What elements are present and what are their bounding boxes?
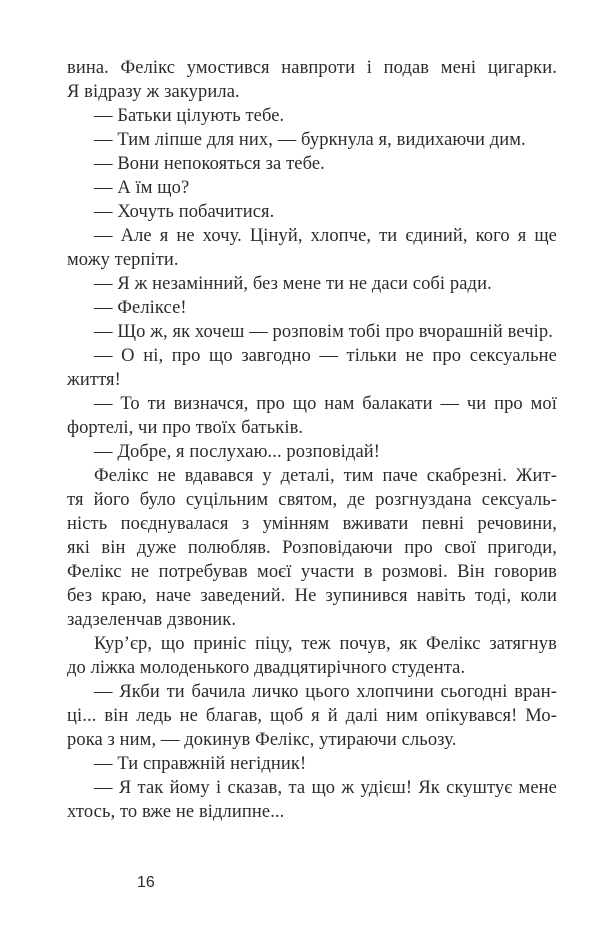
text-line: вина. Фелікс умостився навпроти і подав мені цигарки. [67,58,557,78]
text-line: задзеленчав дзвоник. [67,610,237,630]
text-line: Я відразу ж закурила. [67,82,240,102]
text-line: — О ні, про що завгодно — тільки не про сексуальне [94,346,557,366]
text-line: — Феліксе! [94,298,187,318]
text-line: — Якби ти бачила личко цього хлопчини сьогодні вран- [94,682,557,702]
text-line: — Я так йому і сказав, та що ж удієш! Як скуштує мене [94,778,557,798]
text-line: до ліжка молоденького двадцятирічного студента. [67,658,466,678]
text-line: життя! [67,370,121,390]
text-line: — Хочуть побачитися. [94,202,275,222]
text-line: можу терпіти. [67,250,179,270]
text-line: Фелікс не вдавався у деталі, тим паче скабрезні. Жит- [94,466,557,486]
text-line: ці... він ледь не благав, щоб я й далі ним опікувався! Мо- [67,706,557,726]
text-line: — А їм що? [94,178,190,198]
text-line: — То ти визначся, про що нам балакати — чи про мої [94,394,557,414]
text-line: без краю, наче заведений. Не зупинився навіть тоді, коли [67,586,557,606]
text-line: — Але я не хочу. Цінуй, хлопче, ти єдиний, кого я ще [94,226,557,246]
text-line: тя його було суцільним святом, де розгнуздана сексуаль- [67,490,557,510]
text-line: рока з ним, — докинув Фелікс, утираючи сльозу. [67,730,457,750]
text-line: — Тим ліпше для них, — буркнула я, видихаючи дим. [94,130,526,150]
text-line: Фелікс не потребував моєї участи в розмові. Він говорив [67,562,557,582]
text-line: — Добре, я послухаю... розповідай! [94,442,381,462]
text-line: — Що ж, як хочеш — розповім тобі про вчорашній вечір. [94,322,553,342]
text-line: які він дуже полюбляв. Розповідаючи про свої пригоди, [67,538,557,558]
text-line: фортелі, чи про твоїх батьків. [67,418,304,438]
text-line: хтось, то вже не відлипне... [67,802,285,822]
text-line: — Вони непокояться за тебе. [94,154,325,174]
body-text [67,56,557,824]
text-line: — Батьки цілують тебе. [94,106,285,126]
page-number: 16 [137,874,155,891]
text-line: ність поєднувалася з умінням вживати певні речовини, [67,514,557,534]
text-line: Кур’єр, що приніс піцу, теж почув, як Фелікс затягнув [94,634,557,654]
text-line: — Я ж незамінний, без мене ти не даси собі ради. [94,274,492,294]
text-line: — Ти справжній негідник! [94,754,307,774]
